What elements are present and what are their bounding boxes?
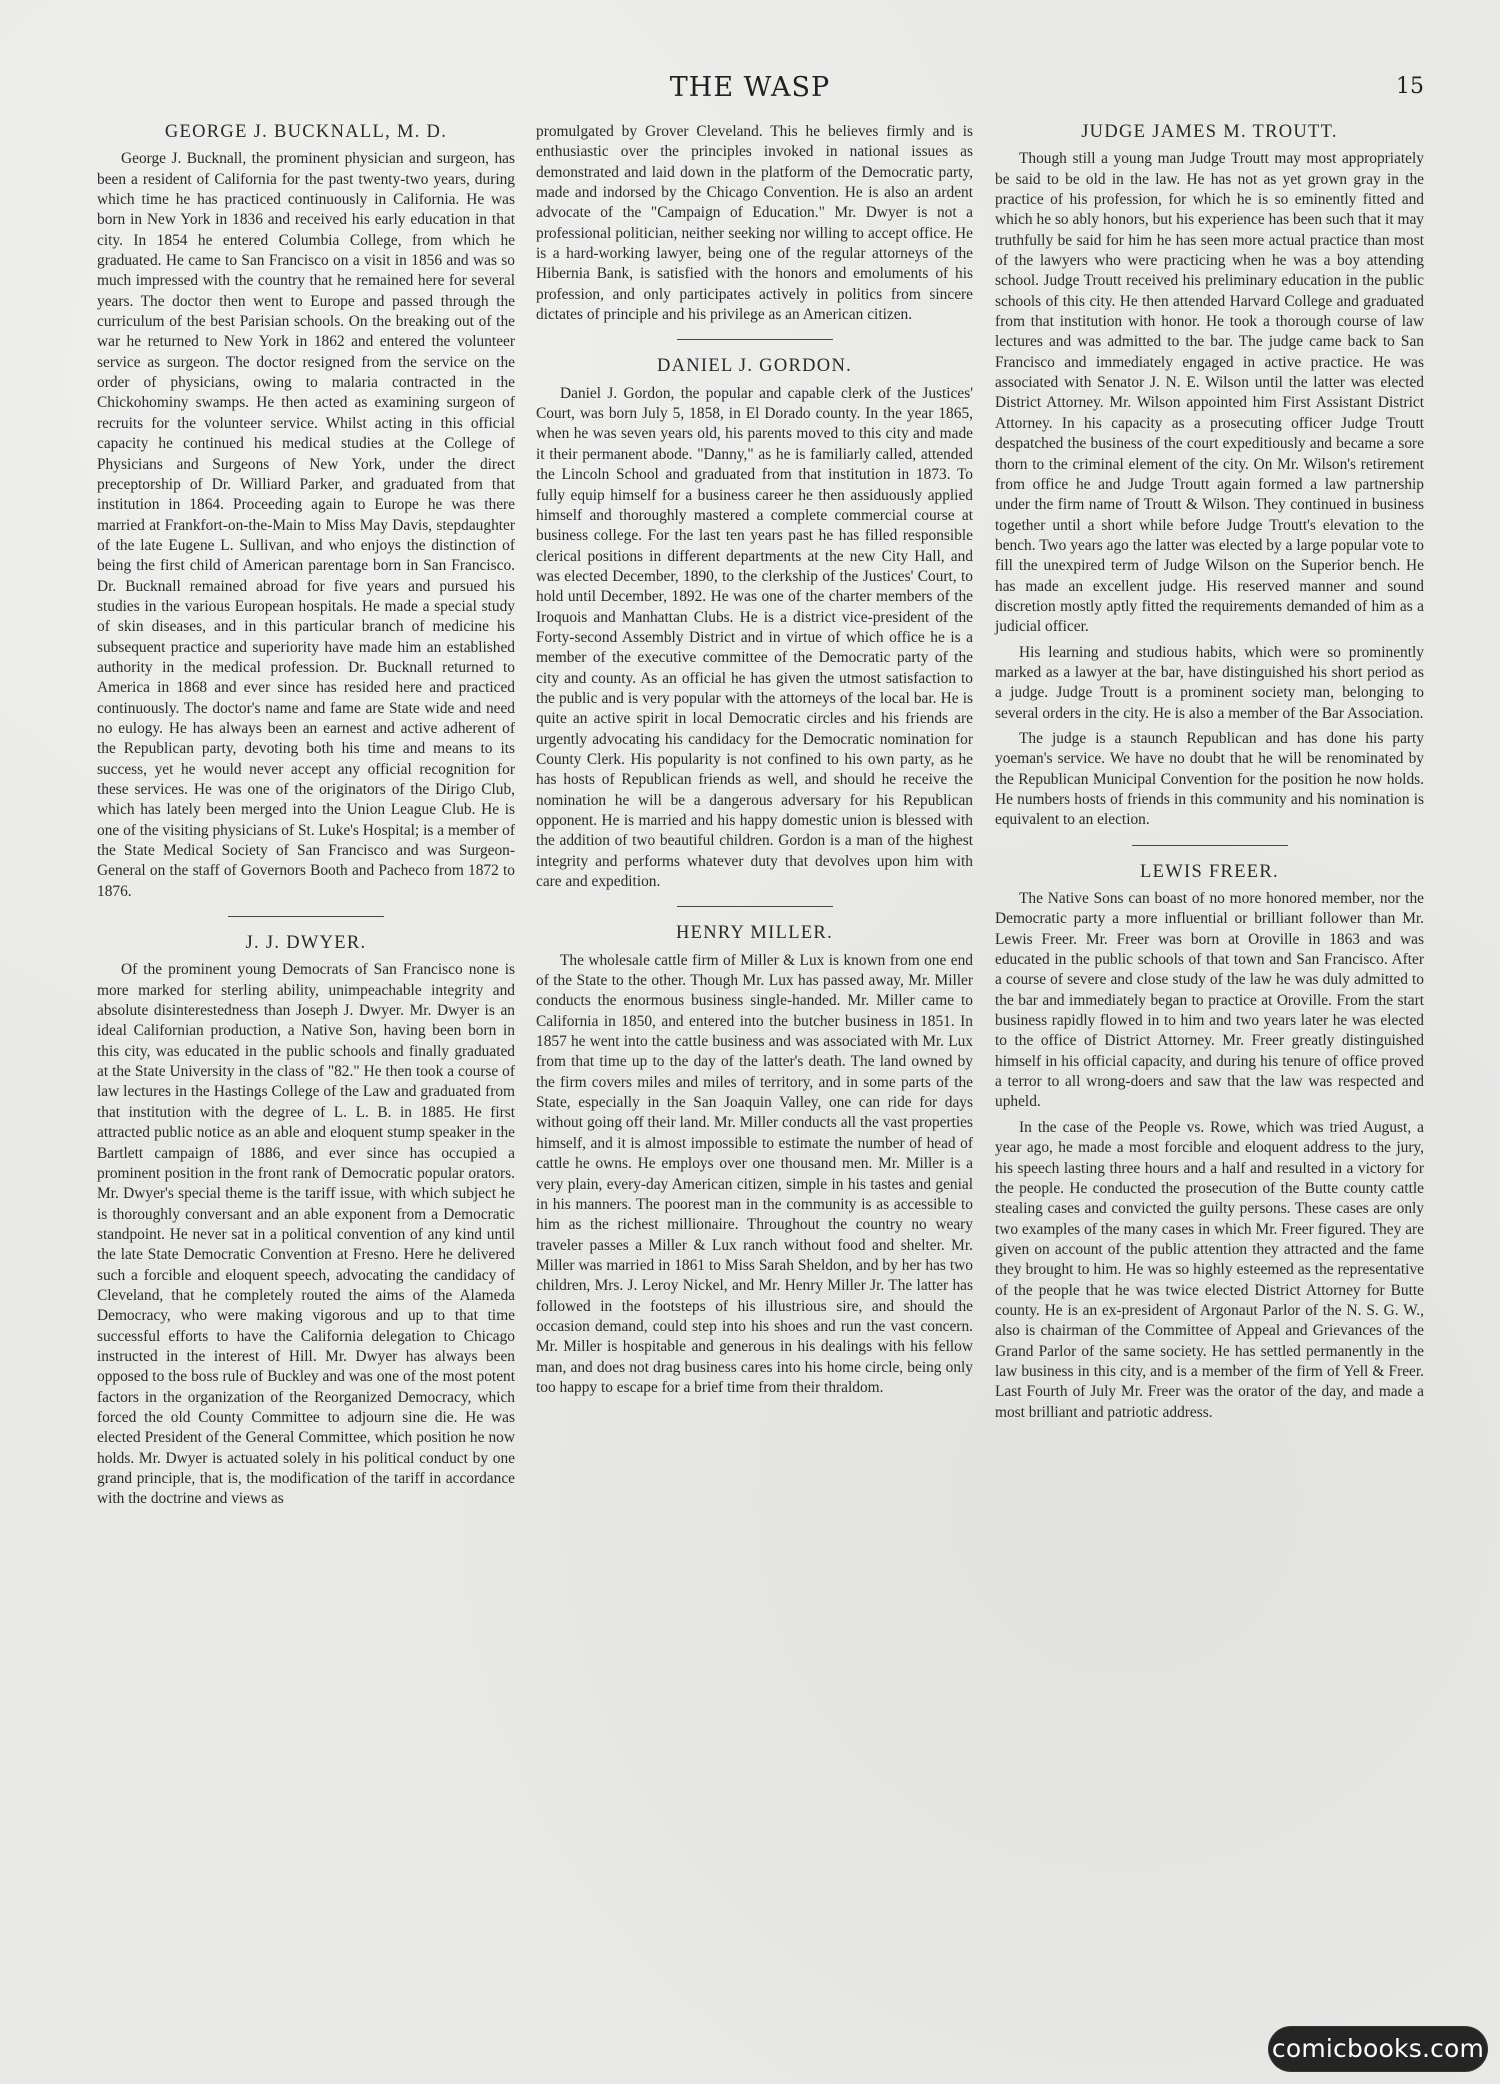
page-header (0, 72, 1500, 106)
bucknall-article (97, 122, 515, 902)
gordon-paragraph: Daniel J. Gordon, the popular and capable clerk of the Justices' Court, was born July 5, 1858, in El Dorado county. In the year 1865, when he was seven years old, his parents moved to this city and made it their permanent abode. "Danny," as he is familiarly called, attended the Lincoln School and graduated from that institution in 1873. To fully equip himself for a business career he then assiduously applied himself and thoroughly mastered a complete commercial course at business college. For the last ten years past he has filled responsible clerical positions in different departments at the new City Hall, and was elected December, 1890, to the clerkship of the Justices' Court, to hold until December, 1892. He was one of the charter members of the Iroquois and Manhattan Clubs. He is a district vice-president of the Forty-second Assembly District and in virtue of which office he is a member of the executive committee of the Democratic party of the city and county. As an official he has given the utmost satisfaction to the public and is very popular with the attorneys of the local bar. He is quite an active spirit in local Democratic circles and his friends are urgently advocating his candidacy for the Democratic nomination for County Clerk. His popularity is not confined to his own party, as he has hosts of Republican friends as well, and should he receive the nomination he will be a dangerous adversary for his Republican opponent. He is married and his happy domestic union is blessed with the addition of two beautiful children. Gordon is a man of the highest integrity and performs whatever duty that devolves upon him with care and expedition. (536, 384, 973, 891)
dwyer-paragraph: Of the prominent young Democrats of San Francisco none is more marked for sterling ability, unimpeachable integrity and absolute disinterestedness than Joseph J. Dwyer. Mr. Dwyer is an ideal Californian production, a Native Son, having been born in this city, was educated in the public schools and finally graduated at the State University in the class of "82." He then took a course of law lectures in the Hastings College of the Law and graduated from that institution with the degree of L. L. B. in 1885. He first attracted public notice as an able and eloquent stump speaker in the Bartlett campaign of 1886, and ever since has occupied a prominent position in the front rank of Democratic popular orators. Mr. Dwyer's special theme is the tariff issue, with which subject he is thoroughly conversant and an able exponent from a Democratic standpoint. He never sat in a political convention of any kind until the late State Democratic Convention at Fresno. Here he delivered such a forcible and eloquent speech, advocating the candidacy of Cleveland, that he completely routed the aims of the Alameda Democracy, who were making vigorous and up to that time successful efforts to have the California delegation to Chicago instructed in the interest of Hill. Mr. Dwyer has always been opposed to the boss rule of Buckley and was one of the most potent factors in the organization of the Reorganized Democracy, which forced the old County Committee to adjourn sine die. He was elected President of the General Committee, which position he now holds. Mr. Dwyer is actuated solely in his political conduct by one grand principle, that is, the modification of the tariff in accordance with the doctrine and views as (97, 961, 515, 1508)
masthead-title: THE WASP (669, 72, 831, 103)
section-divider (1132, 845, 1288, 846)
miller-article (536, 923, 973, 1398)
dwyer-continuation: promulgated by Grover Cleveland. This he believes firmly and is enthusiastic over the principles invoked in national issues as demonstrated and laid down in the platform of the Democratic party, made and indorsed by the Chicago Convention. He is also an ardent advocate of the "Campaign of Education." Mr. Dwyer is not a professional politician, neither seeking nor willing to accept office. He is a hard-working lawyer, being one of the regular attorneys of the Hibernia Bank, is satisfied with the honors and emoluments of his profession, and only participates actively in politics from sincere dictates of principle and his privilege as an American citizen. (536, 123, 973, 324)
column-three (995, 122, 1424, 2007)
troutt-paragraph-three: The judge is a staunch Republican and has done his party yoeman's service. We have no doubt that he will be renominated by the Republican Municipal Convention for the position he now holds. He numbers hosts of friends in this community and his nomination is equivalent to an election. (995, 729, 1424, 829)
section-divider (677, 906, 833, 907)
freer-paragraph-two: In the case of the People vs. Rowe, which was tried August, a year ago, he made a most forcible and eloquent address to the jury, his speech lasting three hours and a half and resulted in a victory for the people. He conducted the prosecution of the Butte county cattle stealing cases and convicted the guilty persons. These cases are only two examples of the many cases in which Mr. Freer figured. They are given on account of the public attention they attracted and the fame they brought to him. He was so highly esteemed as the representative of the people that he was twice elected District Attorney for Butte county. He is an ex-president of Argonaut Parlor of the N. S. G. W., also is chairman of the Committee of Appeal and Grievances of the Grand Parlor of the same society. He has settled permanently in the law business in this city, and is a member of the firm of Yell & Freer. Last Fourth of July Mr. Freer was the orator of the day, and made a most brilliant and patriotic address. (995, 1118, 1424, 1421)
site-watermark: comicbooks.com (1268, 2026, 1488, 2072)
page-number: 15 (1396, 74, 1424, 99)
troutt-paragraph-one: Though still a young man Judge Troutt may most appropriately be said to be old in the law. He has not as yet grown gray in the practice of his profession, for which he is so eminently fitted and which he so ably honors, but his experience has been such that it may truthfully be said for him he has seen more actual practice than most of the lawyers who were practicing when he was a boy attending school. Judge Troutt received his preliminary education in the public schools of this city. He then attended Harvard College and graduated from that institution with honor. He took a thorough course of law lectures and was admitted to the bar. The judge came back to San Francisco and immediately engaged in active practice. He was associated with Senator J. N. E. Wilson until the latter was elected District Attorney. Mr. Wilson appointed him First Assistant District Attorney. In his capacity as a prosecuting officer Judge Troutt despatched the business of the court expeditiously and became a sore thorn to the criminal element of the city. On Mr. Wilson's retirement from office he and Judge Troutt again formed a law partnership under the firm name of Troutt & Wilson. They continued in business together until a short while before Judge Troutt's elevation to the bench. Two years ago the latter was elected by a large popular vote to fill the unexpired term of Judge Wilson on the Superior bench. He has made an excellent judge. His reserved manner and sound discretion mostly aptly fitted the requirements demanded of him as a judicial officer. (995, 150, 1424, 636)
dwyer-title: J. J. DWYER. (245, 933, 367, 954)
column-two (536, 122, 973, 2007)
freer-article (995, 862, 1424, 1423)
miller-title: HENRY MILLER. (675, 923, 833, 944)
bucknall-paragraph: George J. Bucknall, the prominent physician and surgeon, has been a resident of California for the past twenty-two years, during which time he has practiced continuously in California. He was born in New York in 1836 and received his early education in that city. In 1854 he entered Columbia College, from which he graduated. He came to San Francisco on a visit in 1856 and was so much impressed with the country that he remained here for several years. The doctor then went to Europe and passed through the curriculum of the best Parisian schools. On the breaking out of the war he returned to New York in 1862 and entered the volunteer service as surgeon. The doctor resigned from the service on the order of physicians, owing to malaria contracted in the Chickohominy swamps. He then acted as examining surgeon of recruits for the volunteer service. Whilst acting in this official capacity he continued his medical studies at the College of Physicians and Surgeons of New York, under the direct preceptorship of Dr. Williard Parker, and graduated from that institution in 1864. Proceeding again to Europe he was there married at Frankfort-on-the-Main to Miss May Davis, stepdaughter of the late Eugene L. Sullivan, and who enjoys the distinction of being the first child of American parentage born in San Francisco. Dr. Bucknall remained abroad for five years and pursued his studies in the various European hospitals. He made a special study of skin diseases, and in this particular branch of medicine his subsequent practice and superiority have made him an established authority in the medical profession. Dr. Bucknall returned to America in 1868 and ever since has resided here and practiced continuously. The doctor's name and fame are State wide and need no eulogy. He has always been an earnest and active adherent of the Republican party, devoting both his time and means to its success, yet he would never accept any official recognition for these services. He was one of the originators of the Dirigo Club, which has lately been merged into the Union League Club. He is one of the visiting physicians of St. Luke's Hospital; is a member of the State Medical Society of San Francisco and was Surgeon-General on the staff of Governors Booth and Pacheco from 1872 to 1876. (97, 150, 515, 900)
bucknall-title: GEORGE J. BUCKNALL, M. D. (164, 122, 448, 142)
column-one (97, 122, 515, 2007)
dwyer-article (97, 933, 515, 1510)
troutt-title: JUDGE JAMES M. TROUTT. (1081, 122, 1338, 142)
miller-paragraph: The wholesale cattle firm of Miller & Lux is known from one end of the State to the other. Though Mr. Lux has passed away, Mr. Miller conducts the enormous business single-handed. Mr. Miller came to California in 1850, and entered into the butcher business in 1851. In 1857 he went into the cattle business and was associated with Mr. Lux from that time up to the day of the latter's death. The land owned by the firm covers miles and miles of territory, and in some parts of the State, especially in the San Joaquin Valley, one can ride for days without going off their land. Mr. Miller conducts all the vast properties himself, and it is almost impossible to estimate the number of head of cattle he owns. He employs over one thousand men. Mr. Miller is a very plain, every-day American citizen, simple in his tastes and genial in his manners. The poorest man in the community is as accessible to him as the richest millionaire. Throughout the country no weary traveler passes a Miller & Lux ranch without food and shelter. Mr. Miller was married in 1861 to Miss Sarah Sheldon, and by her has two children, Mrs. J. Leroy Nickel, and Mr. Henry Miller Jr. The latter has followed in the footsteps of his illustrious sire, and should the occasion demand, could step into his shoes and run the vast concern. Mr. Miller is hospitable and generous in his dealings with his fellow man, and does not drag business cares into his home circle, being only too happy to escape for a brief time from their thraldom. (536, 951, 973, 1396)
troutt-paragraph-two: His learning and studious habits, which were so prominently marked as a lawyer at the bar, have distinguished his short period as a judge. Judge Troutt is a prominent society man, belonging to several orders in the city. He is also a member of the Bar Association. (995, 643, 1424, 722)
troutt-article (995, 122, 1424, 831)
freer-paragraph-one: The Native Sons can boast of no more honored member, nor the Democratic party a more influential or brilliant follower than Mr. Lewis Freer. Mr. Freer was born at Oroville in 1863 and was educated in the public schools of that town and San Francisco. After a course of severe and close study of the law he was duly admitted to the bar and immediately began to practice at Oroville. From the start business rapidly flowed in to him and two years later he was elected to the office of District Attorney. Mr. Freer greatly distinguished himself in his official capacity, and during his tenure of office proved a terror to all wrong-doers and saw that the law was respected and upheld. (995, 890, 1424, 1111)
section-divider (228, 916, 384, 917)
gordon-article (536, 356, 973, 892)
gordon-title: DANIEL J. GORDON. (656, 356, 853, 377)
freer-title: LEWIS FREER. (1140, 861, 1279, 882)
section-divider (677, 339, 833, 340)
